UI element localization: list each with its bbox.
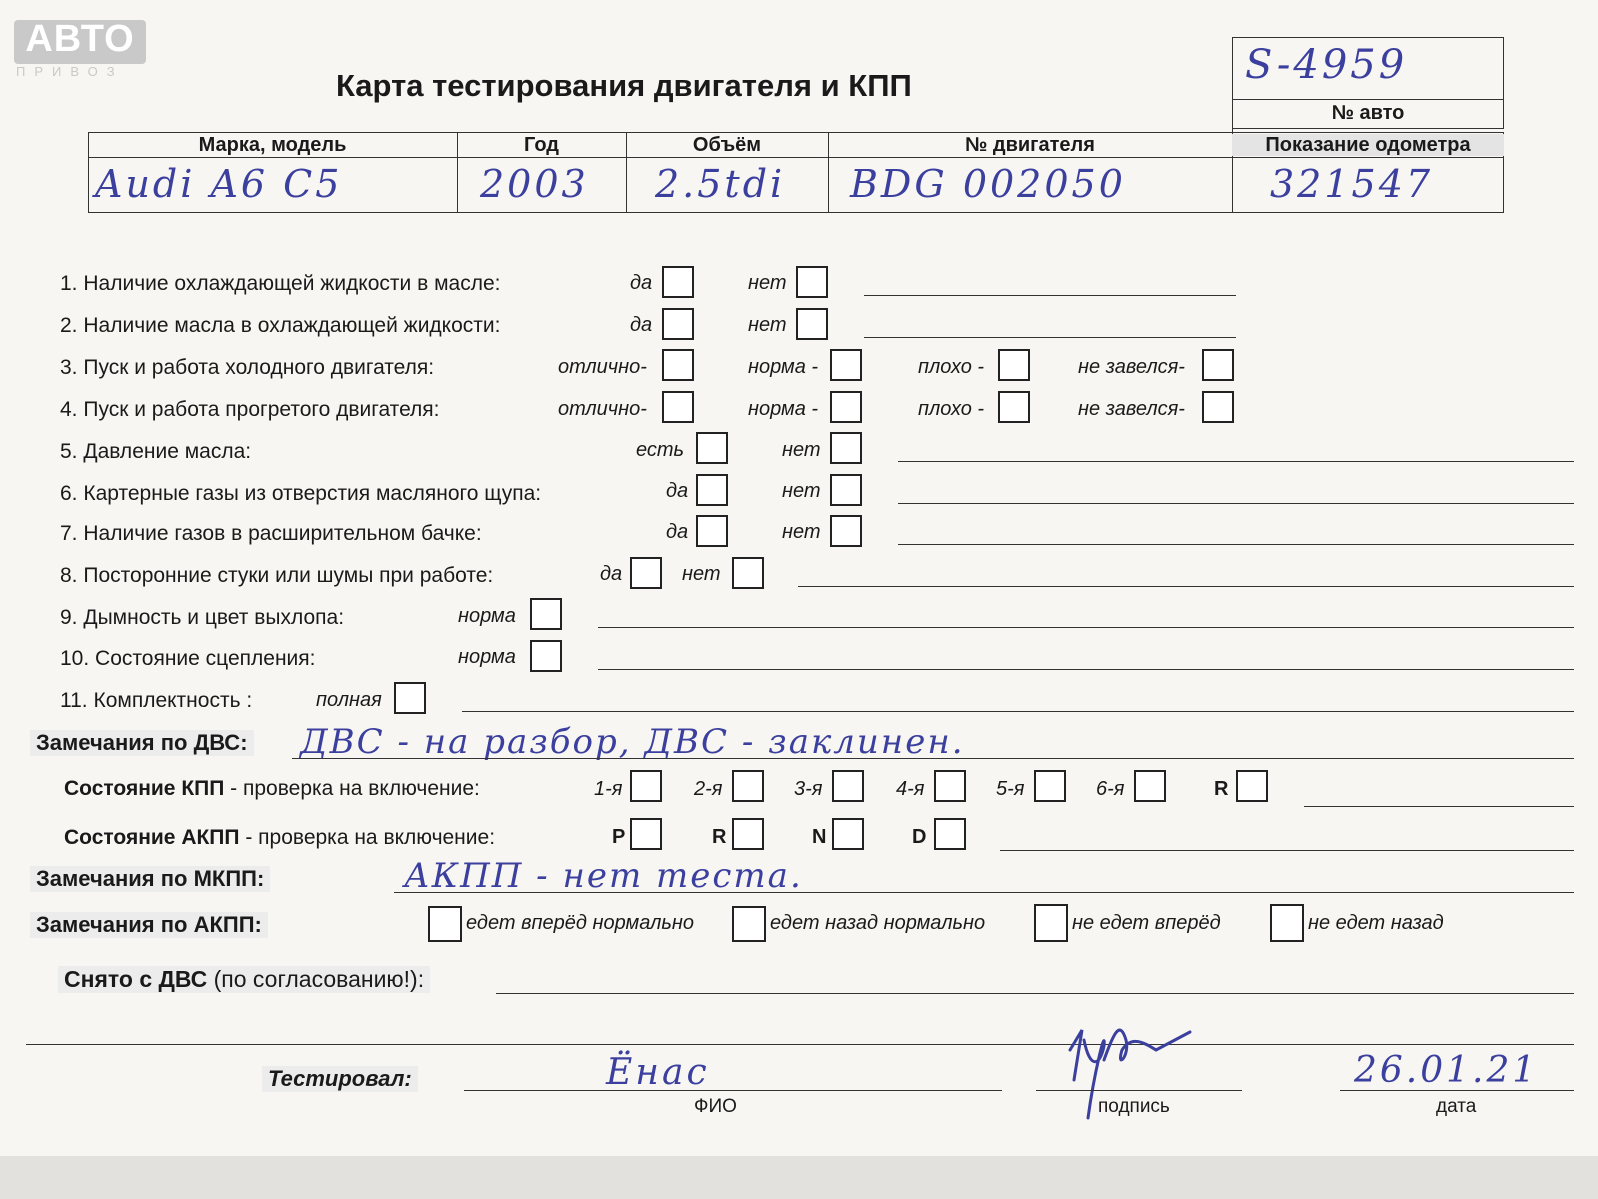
q10-normal-label: норма — [458, 646, 516, 668]
kpp-gear-5-label: 5-я — [996, 778, 1025, 800]
akpp-no-back-label: не едет назад — [1308, 912, 1444, 934]
q6-no-checkbox[interactable] — [830, 474, 862, 506]
akpp-gear-p-checkbox[interactable] — [630, 818, 662, 850]
q6-yes-checkbox[interactable] — [696, 474, 728, 506]
mkpp-notes-label: Замечания по МКПП: — [30, 866, 270, 892]
kpp-gear-r-label: R — [1214, 778, 1229, 800]
akpp-gear-r-label: R — [712, 826, 727, 848]
dvs-notes-label: Замечания по ДВС: — [30, 730, 254, 756]
akpp-gear-d-label: D — [912, 826, 927, 848]
q3-normal-label: норма - — [748, 356, 819, 378]
akpp-gear-p-label: P — [612, 826, 626, 848]
kpp-gear-6-label: 6-я — [1096, 778, 1125, 800]
akpp-gear-d-checkbox[interactable] — [934, 818, 966, 850]
kpp-gear-4-label: 4-я — [896, 778, 925, 800]
dvs-notes-value[interactable]: ДВС - на разбор, ДВС - заклинен. — [300, 722, 965, 762]
q4-bad-label: плохо - — [918, 398, 985, 420]
q4-nostart-label: не завелся- — [1078, 398, 1185, 420]
q8-yes-label: да — [600, 563, 623, 585]
question-7: 7. Наличие газов в расширительном бачке: — [60, 522, 482, 545]
mkpp-notes-value[interactable]: АКПП - нет теста. — [404, 856, 803, 896]
question-5: 5. Давление масла: — [60, 440, 252, 463]
question-9: 9. Дымность и цвет выхлопа: — [60, 606, 345, 629]
test-date[interactable]: 26.01.21 — [1354, 1050, 1539, 1091]
kpp-gear-r-checkbox[interactable] — [1236, 770, 1268, 802]
q5-yes-checkbox[interactable] — [696, 432, 728, 464]
kpp-gear-3-checkbox[interactable] — [832, 770, 864, 802]
kpp-gear-2-label: 2-я — [694, 778, 723, 800]
q7-yes-label: да — [666, 521, 689, 543]
akpp-gear-r-checkbox[interactable] — [732, 818, 764, 850]
kpp-gear-5-checkbox[interactable] — [1034, 770, 1066, 802]
logo: АВТО — [25, 18, 135, 60]
akpp-forward-ok-label: едет вперёд нормально — [466, 912, 695, 934]
q4-bad-checkbox[interactable] — [998, 391, 1030, 423]
car-number-value: S-4959 — [1245, 42, 1408, 88]
q4-normal-label: норма - — [748, 398, 819, 420]
signature-label: подпись — [1098, 1096, 1170, 1117]
q5-no-checkbox[interactable] — [830, 432, 862, 464]
q9-normal-label: норма — [458, 605, 516, 627]
car-number-label: № авто — [1331, 102, 1405, 124]
q2-no-checkbox[interactable] — [796, 308, 828, 340]
kpp-gear-3-label: 3-я — [794, 778, 823, 800]
value-odometer: 321547 — [1270, 162, 1434, 206]
q5-yes-label: есть — [636, 439, 685, 461]
q2-yes-label: да — [630, 314, 653, 336]
q3-excellent-label: отлично- — [558, 356, 647, 378]
question-6: 6. Картерные газы из отверстия масляного щупа: — [60, 482, 542, 505]
akpp-back-ok-checkbox[interactable] — [732, 906, 766, 942]
q3-nostart-checkbox[interactable] — [1202, 349, 1234, 381]
akpp-no-back-checkbox[interactable] — [1270, 904, 1304, 942]
akpp-no-forward-checkbox[interactable] — [1034, 904, 1068, 942]
akpp-forward-ok-checkbox[interactable] — [428, 906, 462, 942]
q4-nostart-checkbox[interactable] — [1202, 391, 1234, 423]
value-engine-no: BDG 002050 — [850, 162, 1126, 206]
header-col-volume: Объём — [692, 134, 762, 156]
q1-yes-label: да — [630, 272, 653, 294]
akpp-label: Состояние АКПП - проверка на включение: — [64, 826, 496, 849]
q8-yes-checkbox[interactable] — [630, 557, 662, 589]
page-bottom-edge — [0, 1156, 1598, 1199]
q2-no-label: нет — [748, 314, 787, 336]
value-year: 2003 — [480, 162, 589, 206]
q8-no-checkbox[interactable] — [732, 557, 764, 589]
q2-yes-checkbox[interactable] — [662, 308, 694, 340]
q11-full-checkbox[interactable] — [394, 682, 426, 714]
q7-no-checkbox[interactable] — [830, 515, 862, 547]
question-2: 2. Наличие масла в охлаждающей жидкости: — [60, 314, 501, 337]
q3-bad-label: плохо - — [918, 356, 985, 378]
value-model: Audi A6 C5 — [95, 162, 343, 206]
kpp-label: Состояние КПП - проверка на включение: — [64, 777, 480, 800]
q4-excellent-checkbox[interactable] — [662, 391, 694, 423]
tester-name[interactable]: Ёнас — [606, 1052, 710, 1093]
header-col-year: Год — [524, 134, 559, 156]
q4-excellent-label: отлично- — [558, 398, 647, 420]
akpp-no-forward-label: не едет вперёд — [1072, 912, 1221, 934]
value-volume: 2.5tdi — [655, 162, 786, 206]
akpp-back-ok-label: едет назад нормально — [770, 912, 986, 934]
header-col-model: Марка, модель — [198, 134, 347, 156]
kpp-gear-4-checkbox[interactable] — [934, 770, 966, 802]
tested-label: Тестировал: — [262, 1066, 418, 1092]
question-3: 3. Пуск и работа холодного двигателя: — [60, 356, 435, 379]
q7-yes-checkbox[interactable] — [696, 515, 728, 547]
kpp-gear-1-label: 1-я — [594, 778, 623, 800]
akpp-gear-n-checkbox[interactable] — [832, 818, 864, 850]
q8-no-label: нет — [682, 563, 721, 585]
kpp-gear-2-checkbox[interactable] — [732, 770, 764, 802]
q4-normal-checkbox[interactable] — [830, 391, 862, 423]
kpp-gear-6-checkbox[interactable] — [1134, 770, 1166, 802]
question-10: 10. Состояние сцепления: — [60, 647, 316, 670]
q1-yes-checkbox[interactable] — [662, 266, 694, 298]
q5-no-label: нет — [782, 439, 821, 461]
akpp-gear-n-label: N — [812, 826, 827, 848]
question-4: 4. Пуск и работа прогретого двигателя: — [60, 398, 440, 421]
question-11: 11. Комплектность : — [60, 689, 253, 712]
q3-nostart-label: не завелся- — [1078, 356, 1185, 378]
header-col-odometer: Показание одометра — [1232, 134, 1504, 156]
q11-full-label: полная — [316, 689, 382, 711]
akpp-notes-label: Замечания по АКПП: — [30, 912, 268, 938]
q10-normal-checkbox[interactable] — [530, 640, 562, 672]
removed-label: Снято с ДВС (по согласованию!): — [58, 966, 430, 993]
fio-label: ФИО — [694, 1096, 737, 1117]
page-title: Карта тестирования двигателя и КПП — [336, 68, 912, 103]
q6-yes-label: да — [666, 480, 689, 502]
q1-no-label: нет — [748, 272, 787, 294]
q1-no-checkbox[interactable] — [796, 266, 828, 298]
question-1: 1. Наличие охлаждающей жидкости в масле: — [60, 272, 501, 295]
q6-no-label: нет — [782, 480, 821, 502]
q3-excellent-checkbox[interactable] — [662, 349, 694, 381]
header-col-engine-no: № двигателя — [965, 134, 1095, 156]
q9-normal-checkbox[interactable] — [530, 598, 562, 630]
q3-bad-checkbox[interactable] — [998, 349, 1030, 381]
q3-normal-checkbox[interactable] — [830, 349, 862, 381]
question-8: 8. Посторонние стуки или шумы при работе: — [60, 564, 494, 587]
logo-subtitle: ПРИВОЗ — [16, 64, 124, 79]
q7-no-label: нет — [782, 521, 821, 543]
date-label: дата — [1436, 1096, 1477, 1117]
kpp-gear-1-checkbox[interactable] — [630, 770, 662, 802]
